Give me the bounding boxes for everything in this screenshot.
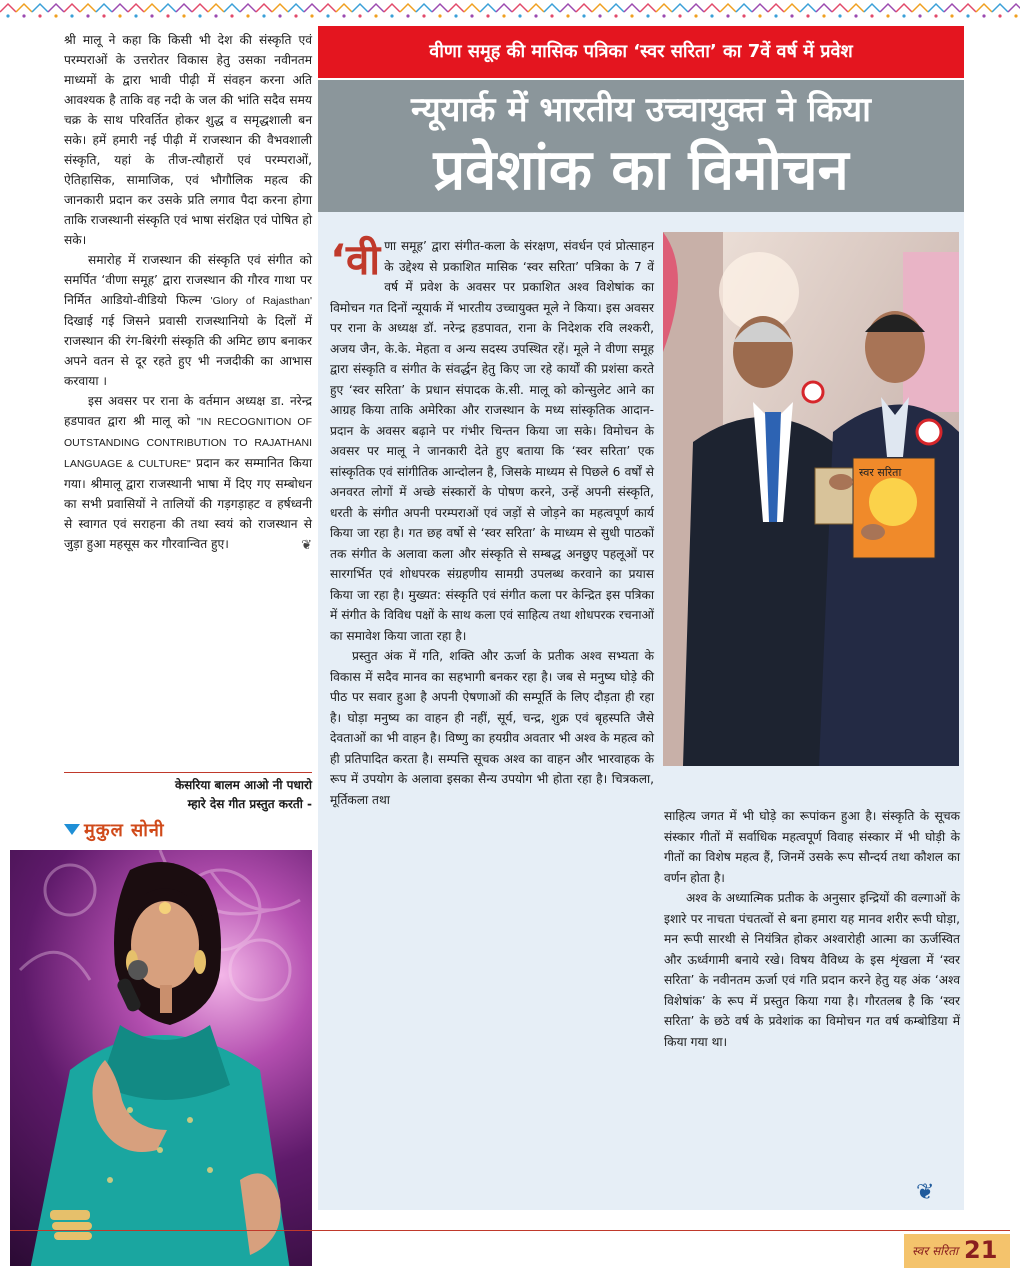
singer-photo [10,850,312,1266]
border-dot [486,14,489,17]
border-dot [246,14,249,17]
border-dot [790,14,793,17]
border-dot [966,14,969,17]
border-dot [870,14,873,17]
border-dot [454,14,457,17]
border-dot [582,14,585,17]
left-column-text [64,30,312,556]
border-dot [470,14,473,17]
event-illustration [663,232,959,766]
bottom-rule [10,1230,1010,1231]
song-divider [64,772,312,773]
border-dot [934,14,937,17]
left-paragraph-1: श्री मालू ने कहा कि किसी भी देश की संस्कृति एवं परम्पराओं के उत्तरोतर विकास हेतु उसका नवीनतम माध्यमों के द्वारा भावी पीढ़ी में संवहन करना अति आवश्यक है ताकि वह नदी के जल की भांति सदैव समय चक्र के साथ परिवर्तित होकर शुद्ध व समृद्धशाली बन सके। हमें हमारी नई पीढ़ी में राजस्थान की वैभवशाली संस्कृति, यहां के तीज-त्यौहारों एवं परम्पराओं, ऐतिहासिक, सामाजिक, एवं भौगौलिक महत्व की जानकारी प्रदान कर उसके प्रति लगाव पैदा करना होगा ताकि राजस्थानी संस्कृति एवं भाषा संरक्षित एवं पोषित हो सके। [64,33,312,247]
border-dot [998,14,1001,17]
border-dot [118,14,121,17]
border-dot [70,14,73,17]
border-dot [886,14,889,17]
border-dot [278,14,281,17]
border-dot [6,14,9,17]
left-paragraph-2: समारोह में राजस्थान की संस्कृति एवं संगीत को समर्पित ‘वीणा समूह’ द्वारा राजस्थान की गौरव गाथा पर निर्मित आडियो-वीडियो फिल्म 'Glory of Rajasthan' दिखाई गई जिसने प्रवासी राजस्थानियो के दिलों में राजस्थान की रंग-बिरंगी संस्कृति की अमिट छाप बनाकर अपने वतन से दूर रहते हुए भी नजदीकी का आभास करवाया । [64,253,312,388]
border-dot [854,14,857,17]
magazine-cover-title: स्वर सरिता [859,466,902,479]
border-dot [630,14,633,17]
triangle-marker-icon [64,824,80,835]
middle-paragraph-2: प्रस्तुत अंक में गति, शक्ति और ऊर्जा के प्रतीक अश्व सभ्यता के विकास में सदैव मानव का सहभागी बनकर रहा है। जब से मनुष्य घोड़े की पीठ पर सवार हुआ है अपनी ऐषणाओं की सम्पूर्ति के लिए दौड़ता ही रहा है। घोड़ा मनुष्य का वाहन ही नहीं, सूर्य, चन्द्र, शुक्र एवं बृहस्पति जैसे देवताओं का भी वाहन है। विष्णु का हयग्रीव अवतार भी अश्व के महत्व को ही प्रतिपादित करता है। सम्पत्ति सूचक अश्व का वाहन और भारवाहक के रूप में उपयोग के अलावा इसका सैन्य उपयोग भी होता रहा है। चित्रकला, मूर्तिकला तथा [330,649,654,807]
right-paragraph-1: साहित्य जगत में भी घोड़े का रूपांकन हुआ है। संस्कृति के सूचक संस्कार गीतों में सर्वाधिक महत्वपूर्ण विवाह संस्कार में भी घोड़ी के गीतों का विशेष महत्व हैं, जिनमें उसके रूप सौन्दर्य तथा कौशल का वर्णन होता है। [664,809,960,885]
song-caption: केसरिया बालम आओ नी पधारो म्हारे देस गीत प्रस्तुत करती - [174,778,312,811]
border-dot [902,14,905,17]
border-dot [694,14,697,17]
ornament-icon: ❦ [301,538,312,553]
page-number: 21 [964,1236,998,1264]
border-dot [838,14,841,17]
border-dot [598,14,601,17]
border-dot [742,14,745,17]
border-dot [614,14,617,17]
singer-illustration [10,850,312,1266]
border-dot [518,14,521,17]
border-dot [710,14,713,17]
border-dot [662,14,665,17]
singer-name: मुकुल सोनी [84,820,165,841]
border-dot [102,14,105,17]
headline-box [318,80,964,212]
border-dot [390,14,393,17]
border-dot [358,14,361,17]
right-paragraph-2: अश्व के अध्यात्मिक प्रतीक के अनुसार इन्द्रियों की वल्गाओं के इशारे पर नाचता पंचतत्वों से बना हमारा यह मानव शरीर रूपी घोड़ा, मन रूपी सारथी से नियंत्रित होकर अश्वारोही आत्मा का ऊर्जस्वित और ऊर्ध्वगामी बनाये रखे। विषय वैविध्य के इस शृंखला में ‘स्वर सरिता’ के नवीनतम ऊर्जा एवं गति प्रदान करने हेतु यह अंक ‘अश्व विशेषांक’ के रूप में प्रस्तुत किया गया है। गौरतलब है कि ‘स्वर सरिता’ के छठे वर्ष के प्रवेशांक का विमोचन गत वर्ष कम्बोडिया में किया गया था। [664,891,960,1049]
border-dot [230,14,233,17]
event-photo [663,232,959,766]
border-dot [566,14,569,17]
border-dot [374,14,377,17]
border-dot [214,14,217,17]
border-dot [22,14,25,17]
border-dot [774,14,777,17]
end-ornament-icon: ❦ [916,1180,935,1205]
border-dot [678,14,681,17]
headline-line-2: प्रवेशांक का विमोचन [433,138,849,203]
border-dot [326,14,329,17]
border-dot [134,14,137,17]
border-dot [150,14,153,17]
border-dot [646,14,649,17]
border-dot [422,14,425,17]
border-dot [406,14,409,17]
border-dot [534,14,537,17]
border-dot [166,14,169,17]
border-dot [294,14,297,17]
drop-cap: ‘वी [330,235,381,284]
border-dot [1014,14,1017,17]
border-dot [54,14,57,17]
border-dot [982,14,985,17]
border-dot [342,14,345,17]
border-dot [950,14,953,17]
border-dot [726,14,729,17]
page-folio [904,1234,1010,1268]
border-dot [822,14,825,17]
border-dot [262,14,265,17]
border-dot [86,14,89,17]
article-banner: वीणा समूह की मासिक पत्रिका ‘स्वर सरिता’ का 7वें वर्ष में प्रवेश [318,26,964,78]
border-dot [38,14,41,17]
border-dot [918,14,921,17]
border-dot [502,14,505,17]
border-dot [806,14,809,17]
border-dot [310,14,313,17]
border-dot [550,14,553,17]
border-dot [182,14,185,17]
middle-paragraph-1: ‘वीणा समूह’ द्वारा संगीत-कला के संरक्षण, संवर्धन एवं प्रोत्साहन के उद्देश्य से प्रकाशित मासिक ‘स्वर सरिता’ पत्रिका के 7 वें वर्ष में प्रवेश के अवसर पर प्रकाशित अश्व विशेषांक का विमोचन गत दिनों न्यूयार्क में भारतीय उच्चायुक्त मूले ने किया। इस अवसर पर राना के अध्यक्ष डॉ. नरेन्द्र हडपावत, राना के निदेशक रवि लश्करी, अजय जैन, के.के. मेहता व अन्य सदस्य उपस्थित रहें। मूले ने वीणा समूह द्वारा संस्कृति व संगीत के संवर्द्धन हेतु किए जा रहे कार्यों की प्रशंसा करते हुए ‘स्वर सरिता’ के प्रधान संपादक के.सी. मालू को कोन्सुलेट आने का आग्रह किया ताकि अमेरिका और राजस्थान के मध्य सांस्कृतिक आदान-प्रदान के अवसर बढ़ाने पर गंभीर चिन्तन किया जा सके। विमोचन के अवसर पर मालू ने जानकारी देते हुए बताया कि ‘स्वर सरिता’ एक सांस्कृतिक एवं सांगीतिक आन्दोलन है, जिसके माध्यम से पिछले 6 वर्षों से अनवरत लोगों में अच्छे संस्कारों के पोषण करने, उन्हें अपनी संस्कृति, धरती के संगीत अपनी परम्पराओं एवं जड़ों से जोड़ने का महत्वपूर्ण कार्य किया जा रहा है। गत छह वर्षो से ‘स्वर सरिता’ के माध्यम से सुधी पाठकों तक संगीत के अलावा कला और संस्कृति से सम्बद्ध अनछुए पहलूओं पर सारगर्भित एवं शोधपरक संग्रहणीय सामग्री उपलब्ध करवाने का प्रयास किया जा रहा है। मुख्यत: संस्कृति एवं संगीत कला पर केन्द्रित इस पत्रिका में संगीत के विविध पक्षों के साथ कला एवं साहित्य तथा शोधपरक रचनाओं का समावेश किया जाता रहा है। [330,235,654,643]
middle-column-text [330,236,654,810]
headline-line-1: न्यूयार्क में भारतीय उच्चायुक्त ने किया [411,90,871,130]
left-paragraph-3: इस अवसर पर राना के वर्तमान अध्यक्ष डा. नरेन्द्र हडपावत द्वारा श्री मालू को "IN RECOGNITION OF OUTSTANDING CONTRIBUTION TO RAJATHANI LANGUAGE & CULTURE" प्रदान कर सम्मानित किया गया। श्रीमालू द्वारा राजस्थानी भाषा में दिए गए सम्बोधन का सभी प्रवासियों ने तालियों की गड़गड़ाहट व हर्षध्वनी से स्वागत एवं सराहना की तथा स्वयं को राजस्थान से जुड़ा हुआ महसूस कर गौरवान्वित हुए। ❦ [64,391,312,554]
magazine-name: स्वर सरिता [912,1244,959,1258]
border-dot [198,14,201,17]
decorative-top-border [0,0,1020,22]
border-dot [758,14,761,17]
right-column-text [664,806,960,1052]
border-dot [438,14,441,17]
